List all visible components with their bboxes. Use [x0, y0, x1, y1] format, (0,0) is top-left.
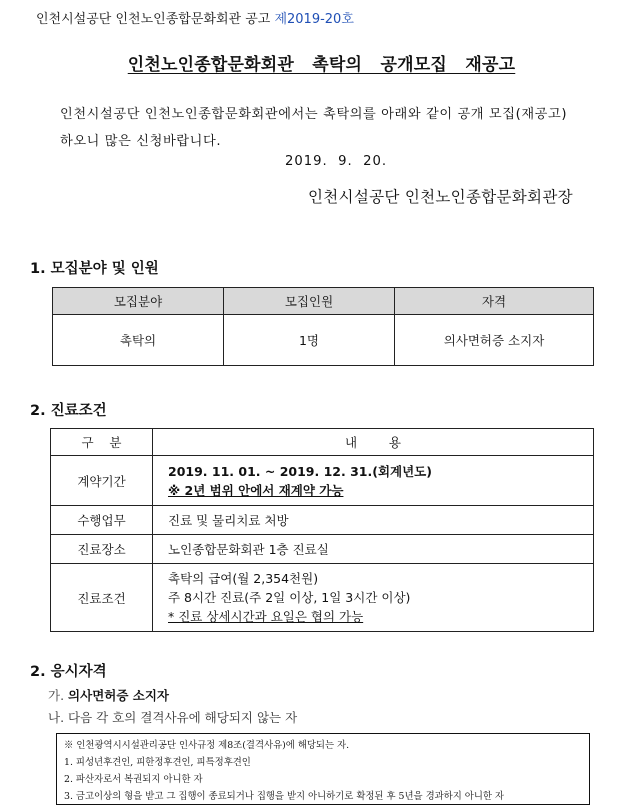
intro-paragraph — [60, 101, 600, 155]
content-line: * 진료 상세시간과 요일은 협의 가능 — [168, 609, 364, 624]
item-a-prefix: 가. — [48, 688, 65, 703]
row-label: 계약기간 — [51, 456, 153, 506]
intro-line-1: 인천시설공단 인천노인종합문화회관에서는 촉탁의를 아래와 같이 공개 모집(재공고) — [60, 107, 568, 122]
table-header-row — [53, 288, 594, 315]
notice-item: 2. 파산자로서 복권되지 아니한 자 — [64, 774, 203, 785]
eligibility-item-b: 나. 다음 각 호의 결격사유에 해당되지 않는 자 — [48, 710, 298, 725]
content-line: ※ 2년 범위 안에서 재계약 가능 — [168, 482, 344, 498]
notice-item: 1. 피성년후견인, 피한정후견인, 피특정후견인 — [64, 757, 251, 768]
table-cell: 1명 — [224, 315, 395, 366]
signatory: 인천시설공단 인천노인종합문화회관장 — [308, 188, 573, 206]
section-2-heading: 2. 진료조건 — [30, 403, 107, 419]
row-content — [153, 456, 594, 506]
content-line: 2019. 11. 01. ~ 2019. 12. 31.(회계년도) — [168, 463, 432, 479]
content-line: 주 8시간 진료(주 2일 이상, 1일 3시간 이상) — [168, 590, 411, 605]
table-header-row — [51, 429, 594, 456]
table-row — [51, 535, 594, 564]
eligibility-item-a — [48, 686, 169, 704]
notice-number: 제2019-20호 — [274, 12, 354, 27]
header-org: 인천시설공단 인천노인종합문화회관 공고 — [36, 12, 271, 27]
item-a-text: 의사면허증 소지자 — [68, 688, 169, 703]
notice-date: 2019. 9. 20. — [285, 154, 388, 169]
table-header-cell: 자격 — [395, 288, 594, 315]
row-label: 진료장소 — [51, 535, 153, 564]
row-content: 진료 및 물리치료 처방 — [153, 506, 594, 535]
table-cell: 의사면허증 소지자 — [395, 315, 594, 366]
recruitment-table — [52, 287, 594, 366]
table-header-cell: 모집분야 — [53, 288, 224, 315]
table-header-cell: 구 분 — [51, 429, 153, 456]
row-content: 노인종합문화회관 1층 진료실 — [153, 535, 594, 564]
table-row — [51, 506, 594, 535]
table-cell: 촉탁의 — [53, 315, 224, 366]
notice-number-line — [36, 8, 354, 27]
table-row — [53, 315, 594, 366]
intro-line-2: 하오니 많은 신청바랍니다. — [60, 134, 222, 149]
disqualification-notice-box — [56, 733, 590, 805]
content-line: 촉탁의 급여(월 2,354천원) — [168, 571, 319, 586]
table-row — [51, 456, 594, 506]
row-content — [153, 564, 594, 632]
page-title: 인천노인종합문화회관 촉탁의 공개모집 재공고 — [127, 55, 516, 75]
row-label: 진료조건 — [51, 564, 153, 632]
notice-item: 3. 금고이상의 형을 받고 그 집행이 종료되거나 집행을 받지 아니하기로 확정된 후 5년을 경과하지 아니한 자 — [64, 791, 504, 802]
conditions-table — [50, 428, 594, 632]
section-1-heading: 1. 모집분야 및 인원 — [30, 261, 159, 277]
table-header-cell: 모집인원 — [224, 288, 395, 315]
section-3-heading: 2. 응시자격 — [30, 664, 107, 680]
table-header-cell: 내 용 — [153, 429, 594, 456]
table-row — [51, 564, 594, 632]
row-label: 수행업무 — [51, 506, 153, 535]
notice-title: ※ 인천광역시시설관리공단 인사규정 제8조(결격사유)에 해당되는 자. — [64, 740, 350, 751]
